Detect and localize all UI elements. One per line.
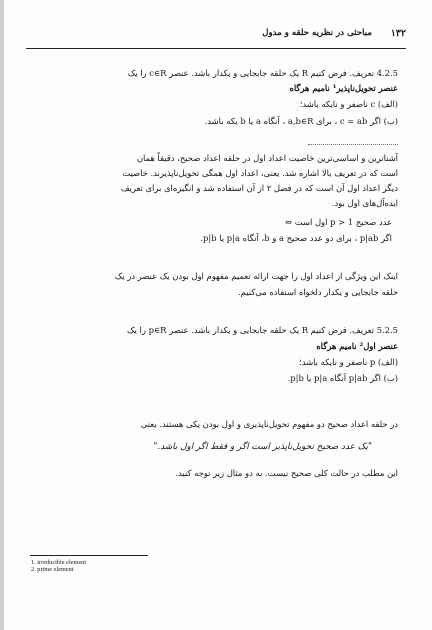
pencil-separator: [308, 144, 398, 145]
definition-irreducible-line-1: 4.2.5 تعریف. فرض کنیم R یک حلقه جابجایی و یکدار باشد. عنصر c∈R را یک: [127, 68, 398, 78]
definition-prime-cond-a: (الف) p ناصفر و نایکه باشد؛: [299, 357, 398, 367]
running-title: مباحثی در نظریه حلقه و مدول: [262, 28, 372, 38]
running-header: [26, 20, 406, 42]
definition-irreducible-line-2: عنصر تحویل‌ناپذیر¹ نامیم هرگاه: [289, 83, 398, 93]
equivalence-line-2: اگر p|ab ، برای دو عدد صحیح a و b، آنگاه p|a یا p|b.: [200, 233, 392, 243]
paragraph-3-line-3: این مطلب در حالت کلی صحیح نیست. به دو مثال زیر توجه کنید.: [175, 468, 398, 478]
footnote-1: 1. irreducible element: [31, 559, 87, 566]
definition-irreducible-cond-b: (ب) اگر c = ab ، برای a,b∈R ، آنگاه a یا b یکه باشد.: [204, 116, 398, 126]
page-edge-shadow: [0, 0, 4, 630]
paragraph-2-line-1: اینک این ویژگی از اعداد اول را جهت ارائه تعمیم مفهوم اول بودن یک عنصر در یک: [114, 271, 398, 281]
paragraph-1-line-1: آشناترین و اساسی‌ترین خاصیت اعداد اول در حلقه اعداد صحیح، دقیقاً همان: [136, 153, 398, 163]
page-number: ۱۳۲: [390, 28, 406, 39]
definition-prime-line-1: 5.2.5 تعریف. فرض کنیم R یک حلقه جابجایی و یکدار باشد. عنصر p∈R را یک: [127, 325, 398, 335]
equivalence-line-1: عدد صحیح p > 1 اول است ⇔: [285, 217, 392, 227]
paragraph-2-line-2: حلقه جابجایی و یکدار دلخواه استفاده می‌کنیم.: [238, 287, 398, 297]
definition-irreducible-cond-a: (الف) c ناصفر و نایکه باشد؛: [299, 99, 398, 109]
paragraph-1-line-2: است که در تعریف بالا اشاره شد. یعنی، اعداد اول همگی تحویل‌ناپذیرند. خاصیت: [122, 168, 398, 178]
definition-prime-cond-b: (ب) اگر p|ab آنگاه p|a یا p|b.: [287, 373, 398, 383]
header-rule: [26, 48, 406, 49]
highlighted-quote: "یک عدد صحیح تحویل‌ناپذیر است اگر و فقط اگر اول باشد.": [153, 442, 372, 452]
footnote-2: 2. prime element: [31, 566, 74, 573]
paragraph-3-line-1: در حلقه اعداد صحیح دو مفهوم تحویل‌ناپذیری و اول بودن یکی هستند. یعنی: [140, 419, 398, 429]
definition-prime-line-2: عنصر اول² نامیم هرگاه: [316, 341, 398, 351]
footnote-rule: [30, 555, 148, 556]
paragraph-1-line-3: دیگر اعداد اول آن است که در فصل ۲ از آن استفاده شد و انگیزه‌ای برای تعریف: [120, 183, 398, 193]
paragraph-1-line-4: ایده‌آل‌های اول بود.: [331, 198, 398, 208]
